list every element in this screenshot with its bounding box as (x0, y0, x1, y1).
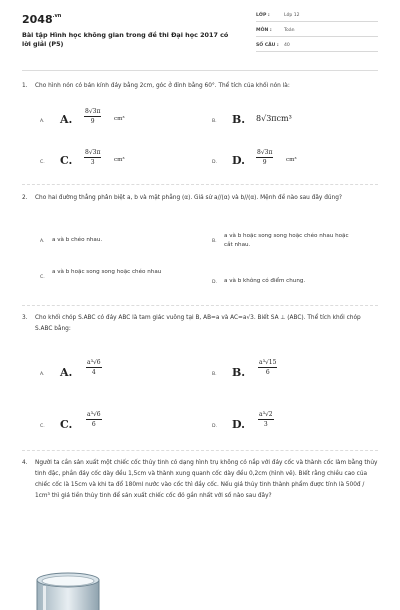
question-number: 2. (22, 195, 28, 201)
option-label: A. (40, 372, 45, 377)
numerator: a³√6 (87, 411, 101, 418)
option-text: a và b hoặc song song hoặc chéo nhau (52, 269, 162, 275)
option-label: C. (40, 275, 45, 280)
option-big-letter: C. (60, 418, 73, 431)
meta-count-key: SỐ CÂU : (256, 43, 279, 48)
q3-option-d[interactable] (212, 411, 362, 442)
question-text: Cho hai đường thẳng phân biệt a, b và mặt phẳng (α). Giả sử a//(α) và b//(α). Mệnh đề nào sau đây đúng? (35, 195, 342, 201)
q1-option-b[interactable] (212, 113, 362, 137)
fraction (86, 410, 102, 429)
numerator: a³√6 (87, 359, 101, 366)
denominator: 6 (265, 369, 270, 376)
numerator: a³√2 (259, 411, 273, 418)
option-label: A. (40, 239, 45, 244)
option-big-letter: B. (232, 113, 246, 126)
unit: cm³ (286, 157, 297, 163)
question-number: 3. (22, 315, 28, 321)
option-label: C. (40, 160, 45, 165)
option-big-letter: B. (232, 366, 246, 379)
q2-option-a[interactable] (40, 236, 190, 256)
numerator: a³√15 (259, 359, 277, 366)
meta-count-row (256, 42, 378, 52)
unit: cm³ (114, 157, 125, 163)
q3-option-a[interactable] (40, 359, 190, 390)
option-label: B. (212, 239, 217, 244)
numerator: 8√3π (85, 108, 101, 115)
option-big-letter: D. (232, 154, 245, 167)
fraction (256, 148, 273, 167)
meta-subject-value: Toán (284, 28, 295, 33)
option-text: a và b không có điểm chung. (224, 278, 306, 284)
site-logo[interactable] (22, 13, 61, 26)
glass-cup-figure (35, 570, 101, 610)
fraction (84, 148, 101, 167)
question-text: Cho hình nón có bán kính đáy bằng 2cm, góc ở đỉnh bằng 60°. Thể tích của khối nón là: (35, 83, 290, 89)
meta-class-value: Lớp 12 (284, 13, 300, 18)
expression: 8√3πcm³ (256, 114, 292, 123)
meta-class-key: LỚP : (256, 13, 270, 18)
fraction (86, 358, 102, 377)
q2-option-c[interactable] (40, 268, 190, 294)
option-label: D. (212, 160, 217, 165)
denominator: 6 (91, 421, 96, 428)
question-divider (22, 450, 378, 451)
option-big-letter: A. (60, 366, 73, 379)
option-label: B. (212, 119, 217, 124)
question-divider (22, 184, 378, 185)
numerator: 8√3π (85, 149, 101, 156)
denominator: 9 (262, 159, 267, 166)
question-number: 1. (22, 83, 28, 89)
logo-text: 2048 (22, 13, 53, 26)
option-big-letter: D. (232, 418, 245, 431)
header-divider (22, 70, 378, 71)
option-label: D. (212, 280, 217, 285)
fraction (258, 410, 274, 429)
fraction (258, 358, 277, 377)
question-divider (22, 305, 378, 306)
meta-subject-key: MÔN : (256, 28, 272, 33)
header (0, 0, 400, 66)
denominator: 3 (90, 159, 95, 166)
option-label: C. (40, 424, 45, 429)
logo-suffix: .vn (52, 13, 62, 19)
meta-subject-row (256, 27, 378, 37)
q3-option-b[interactable] (212, 359, 362, 390)
q2-option-d[interactable] (212, 277, 362, 297)
page-title: Bài tập Hình học không gian trong đề thi Đại học 2017 có lời giải (P5) (22, 31, 229, 48)
option-big-letter: A. (60, 113, 73, 126)
meta-count-value: 40 (284, 43, 290, 48)
denominator: 9 (90, 118, 95, 125)
unit: cm³ (114, 116, 125, 122)
option-label: D. (212, 424, 217, 429)
option-label: A. (40, 119, 45, 124)
option-label: B. (212, 372, 217, 377)
denominator: 3 (263, 421, 268, 428)
option-text: a và b chéo nhau. (52, 237, 103, 243)
q3-option-c[interactable] (40, 411, 190, 442)
numerator: 8√3π (257, 149, 273, 156)
q2-option-b[interactable] (212, 232, 362, 258)
meta-class-row (256, 12, 378, 22)
question-number: 4. (22, 460, 28, 466)
question-text: Người ta cần sản xuất một chiếc cốc thủy tinh có dạng hình trụ không có nắp với đáy cốc và thành cốc làm bằng thủy tinh đặc, phần đáy cốc dày đều 1,5cm và thành xung quanh cốc dày đều 0,2cm (hình vẽ). Biết rằng chiều cao của chiếc cốc là 15cm và khi ta đổ 180ml nước vào cốc thì đầy cốc. Nếu giá thủy tinh thành phẩm được tính là 500đ / 1cm³ thì giá tiền thủy tinh để sản xuất chiếc cốc đó gần nhất với số nào sau đây? (35, 460, 378, 499)
option-text: a và b hoặc song song hoặc chéo nhau hoặc cắt nhau. (224, 233, 349, 248)
denominator: 4 (91, 369, 96, 376)
question-text: Cho khối chóp S.ABC có đáy ABC là tam giác vuông tại B, AB=a và AC=a√3. Biết SA ⊥ (ABC). Thể tích khối chóp S.ABC bằng: (35, 315, 361, 332)
fraction (84, 107, 101, 126)
option-big-letter: C. (60, 154, 73, 167)
